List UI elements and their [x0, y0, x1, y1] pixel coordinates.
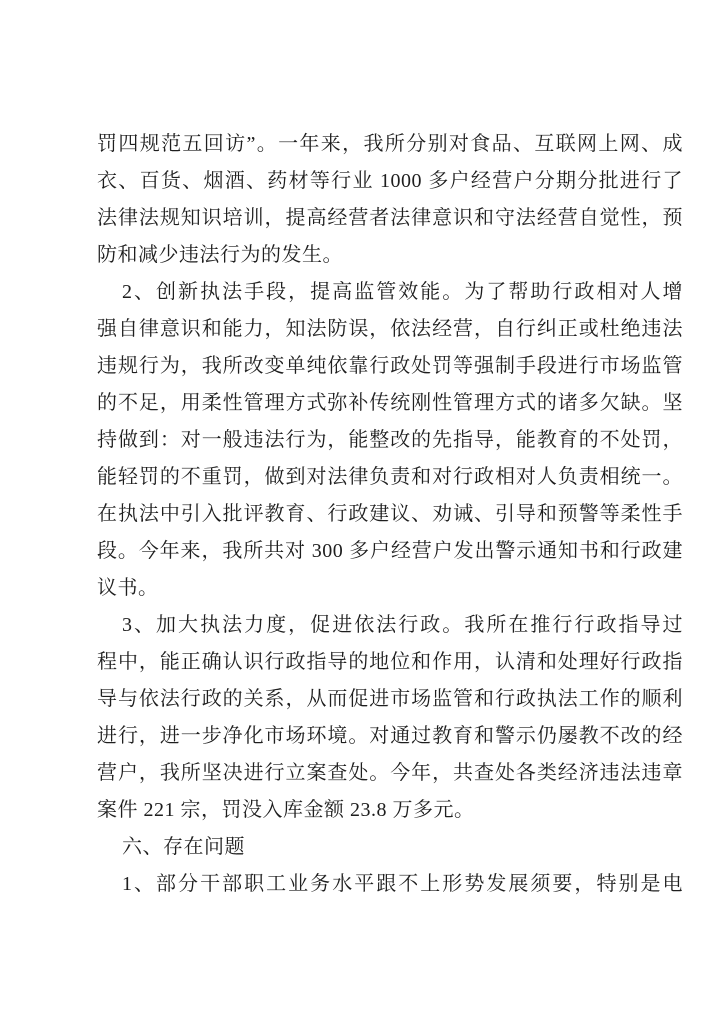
- text-line: 段。今年来，我所共对 300 多户经营户发出警示通知书和行政建: [97, 540, 683, 562]
- text-line: 导与依法行政的关系，从而促进市场监管和行政执法工作的顺利: [97, 688, 683, 710]
- text-line: 法律法规知识培训，提高经营者法律意识和守法经营自觉性，预: [97, 207, 683, 229]
- text-line: 议书。: [97, 577, 159, 599]
- text-line: 进行，进一步净化市场环境。对通过教育和警示仍屡教不改的经: [97, 725, 683, 747]
- text-line: 1、部分干部职工业务水平跟不上形势发展须要，特别是电: [122, 873, 683, 895]
- text-line: 的不足，用柔性管理方式弥补传统刚性管理方式的诸多欠缺。坚: [97, 392, 683, 414]
- text-line: 衣、百货、烟酒、药材等行业 1000 多户经营户分期分批进行了: [97, 170, 683, 192]
- text-line: 案件 221 宗，罚没入库金额 23.8 万多元。: [97, 799, 475, 821]
- section-heading: 六、存在问题: [122, 836, 245, 858]
- text-line: 违规行为，我所改变单纯依靠行政处罚等强制手段进行市场监管: [97, 355, 683, 377]
- text-line: 在执法中引入批评教育、行政建议、劝诫、引导和预警等柔性手: [97, 503, 683, 525]
- text-line: 营户，我所坚决进行立案查处。今年，共查处各类经济违法违章: [97, 762, 683, 784]
- text-line: 强自律意识和能力，知法防误，依法经营，自行纠正或杜绝违法: [97, 318, 683, 340]
- text-line: 3、加大执法力度，促进依法行政。我所在推行行政指导过: [122, 614, 683, 636]
- text-line: 能轻罚的不重罚，做到对法律负责和对行政相对人负责相统一。: [97, 466, 683, 488]
- text-line: 罚四规范五回访”。一年来，我所分别对食品、互联网上网、成: [97, 133, 683, 155]
- text-line: 程中，能正确认识行政指导的地位和作用，认清和处理好行政指: [97, 651, 683, 673]
- text-block: [97, 126, 683, 903]
- text-line: 2、创新执法手段，提高监管效能。为了帮助行政相对人增: [122, 281, 683, 303]
- text-line: 防和减少违法行为的发生。: [97, 244, 343, 266]
- text-line: 持做到：对一般违法行为，能整改的先指导，能教育的不处罚，: [97, 429, 683, 451]
